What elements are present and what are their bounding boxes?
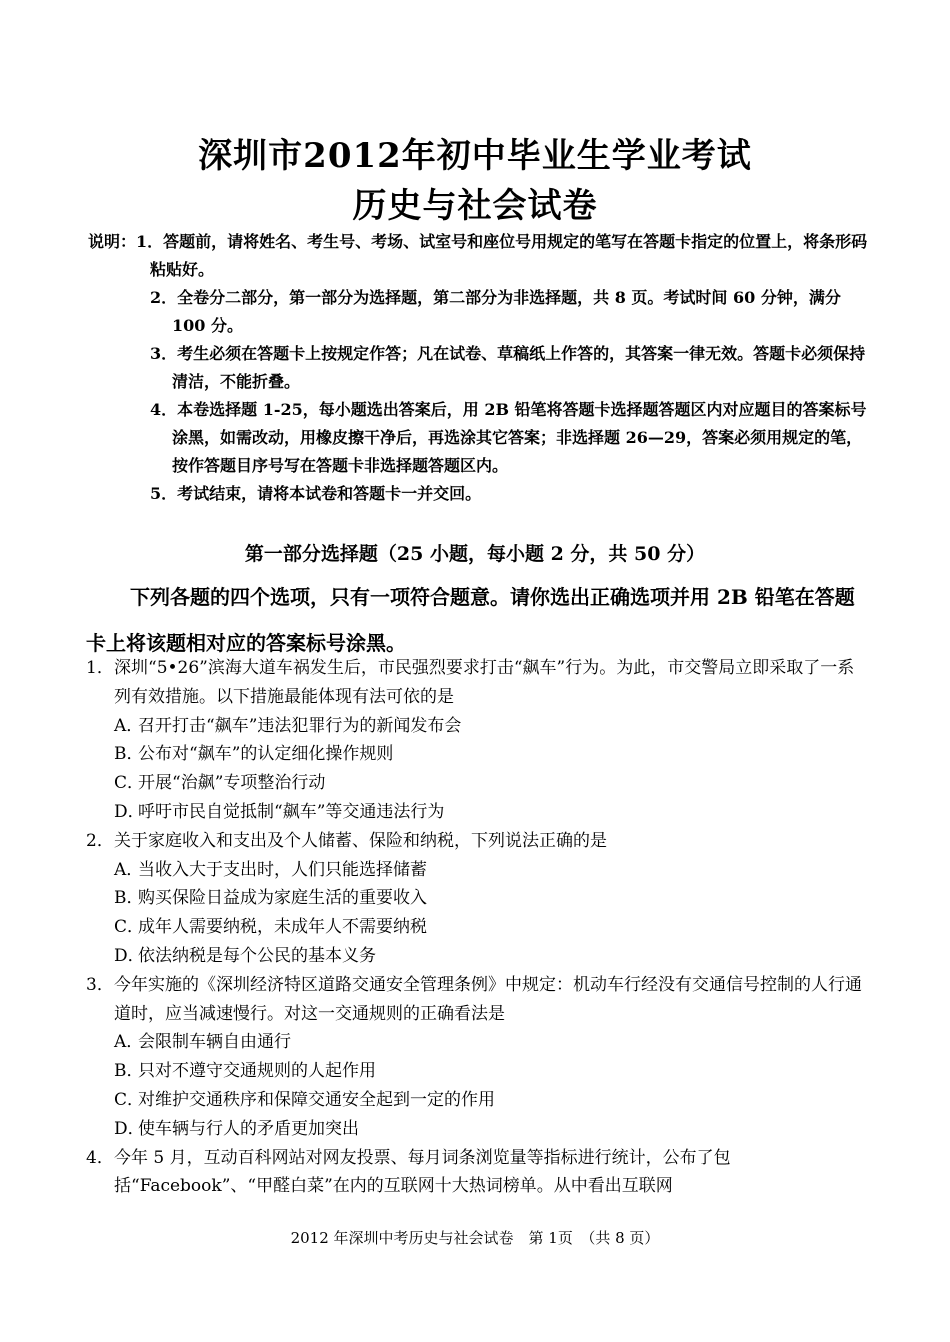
option-text: 对维护交通秩序和保障交通安全起到一定的作用 [138,1089,495,1110]
section-instruction: 下列各题的四个选项，只有一项符合题意。请你选出正确选项并用 2B 铅笔在答题卡上将该题相对应的答案标号涂黑。 [86,585,855,655]
answer-option [86,942,870,971]
question-stem [86,827,870,856]
section-title: 第一部分选择题（25 小题，每小题 2 分，共 50 分） [244,543,706,565]
option-text: 依法纳税是每个公民的基本义务 [138,945,376,966]
question-text: 今年实施的《深圳经济特区道路交通安全管理条例》中规定：机动车行经没有交通信号控制的人行通道时，应当减速慢行。对这一交通规则的正确看法是 [114,974,862,1024]
note-item [88,284,878,340]
page-footer: 2012 年深圳中考历史与社会试卷 第 1页 （共 8 页） [290,1229,660,1247]
note-text: 本卷选择题 1-25，每小题选出答案后，用 2B 铅笔将答题卡选择题答题区内对应题目的答案标号涂黑，如需改动，用橡皮擦干净后，再选涂其它答案；非选择题 26—29，答案必须用规定的笔，按作答题目序号写在答题卡非选择题答题区内。 [172,400,867,475]
option-letter: C． [114,917,145,938]
notes-label: 说明： [88,232,137,251]
answer-option [86,1115,870,1144]
note-number: 1． [136,232,164,251]
option-text: 购买保险日益成为家庭生活的重要收入 [138,888,427,909]
option-text: 当收入大于支出时，人们只能选择储蓄 [138,859,427,880]
option-text: 只对不遵守交通规则的人起作用 [138,1061,376,1082]
exam-subtitle: 历史与社会试卷 [352,186,598,226]
note-text: 全卷分二部分，第一部分为选择题，第二部分为非选择题，共 8 页。考试时间 60 分钟，满分 100 分。 [172,288,841,335]
note-item [88,480,878,508]
question-number: 4． [86,1147,114,1168]
option-letter: C． [114,773,145,794]
note-number: 5． [150,484,178,503]
note-number: 4． [150,400,178,419]
option-letter: D． [114,1118,145,1139]
option-text: 呼吁市民自觉抵制“飙车”等交通违法行为 [138,801,445,822]
answer-option [86,856,870,885]
answer-option [86,798,870,827]
option-letter: A． [114,715,144,736]
option-letter: A． [114,1032,144,1053]
question-stem [86,654,870,712]
question-text: 深圳“5•26”滨海大道车祸发生后，市民强烈要求打击“飙车”行为。为此，市交警局立即采取了一系列有效措施。以下措施最能体现有法可依的是 [114,658,855,707]
question-stem [86,1144,870,1202]
question-text: 关于家庭收入和支出及个人储蓄、保险和纳税，下列说法正确的是 [114,830,607,851]
option-text: 召开打击“飙车”违法犯罪行为的新闻发布会 [138,715,462,736]
option-text: 开展“治飙”专项整治行动 [138,773,326,794]
note-text: 考生必须在答题卡上按规定作答；凡在试卷、草稿纸上作答的，其答案一律无效。答题卡必须保持清洁，不能折叠。 [172,344,866,391]
answer-option [86,884,870,913]
option-letter: B． [114,744,144,765]
option-letter: D． [114,801,145,822]
option-letter: B． [114,1061,144,1082]
option-letter: C． [114,1089,145,1110]
question-number: 1． [86,658,114,678]
option-text: 会限制车辆自由通行 [138,1032,291,1053]
note-text: 答题前，请将姓名、考生号、考场、试室号和座位号用规定的笔写在答题卡指定的位置上，将条形码粘贴好。 [150,232,868,279]
question-list [86,654,870,1201]
answer-option [86,740,870,769]
answer-option [86,769,870,798]
note-item [88,340,878,396]
option-text: 成年人需要纳税，未成年人不需要纳税 [138,917,427,938]
option-letter: A． [114,859,144,880]
note-item [88,396,878,480]
answer-option [86,1057,870,1086]
note-number: 3． [150,344,178,363]
question-text: 今年 5 月，互动百科网站对网友投票、每月词条浏览量等指标进行统计，公布了包括“Facebook”、“甲醛白菜”在内的互联网十大热词榜单。从中看出互联网 [114,1147,731,1197]
option-letter: D． [114,945,145,966]
exam-title: 深圳市2012年初中毕业生学业考试 [198,136,752,176]
question-number: 3． [86,974,114,995]
instructions-block [88,228,878,508]
question-stem [86,971,870,1029]
answer-option [86,712,870,741]
note-text: 考试结束，请将本试卷和答题卡一并交回。 [177,484,482,503]
note-item [88,228,878,284]
option-text: 公布对“飙车”的认定细化操作规则 [138,744,394,765]
option-letter: B． [114,888,144,909]
answer-option [86,1086,870,1115]
option-text: 使车辆与行人的矛盾更加突出 [138,1118,359,1139]
answer-option [86,1028,870,1057]
note-number: 2． [150,288,178,307]
answer-option [86,913,870,942]
question-number: 2． [86,830,114,851]
